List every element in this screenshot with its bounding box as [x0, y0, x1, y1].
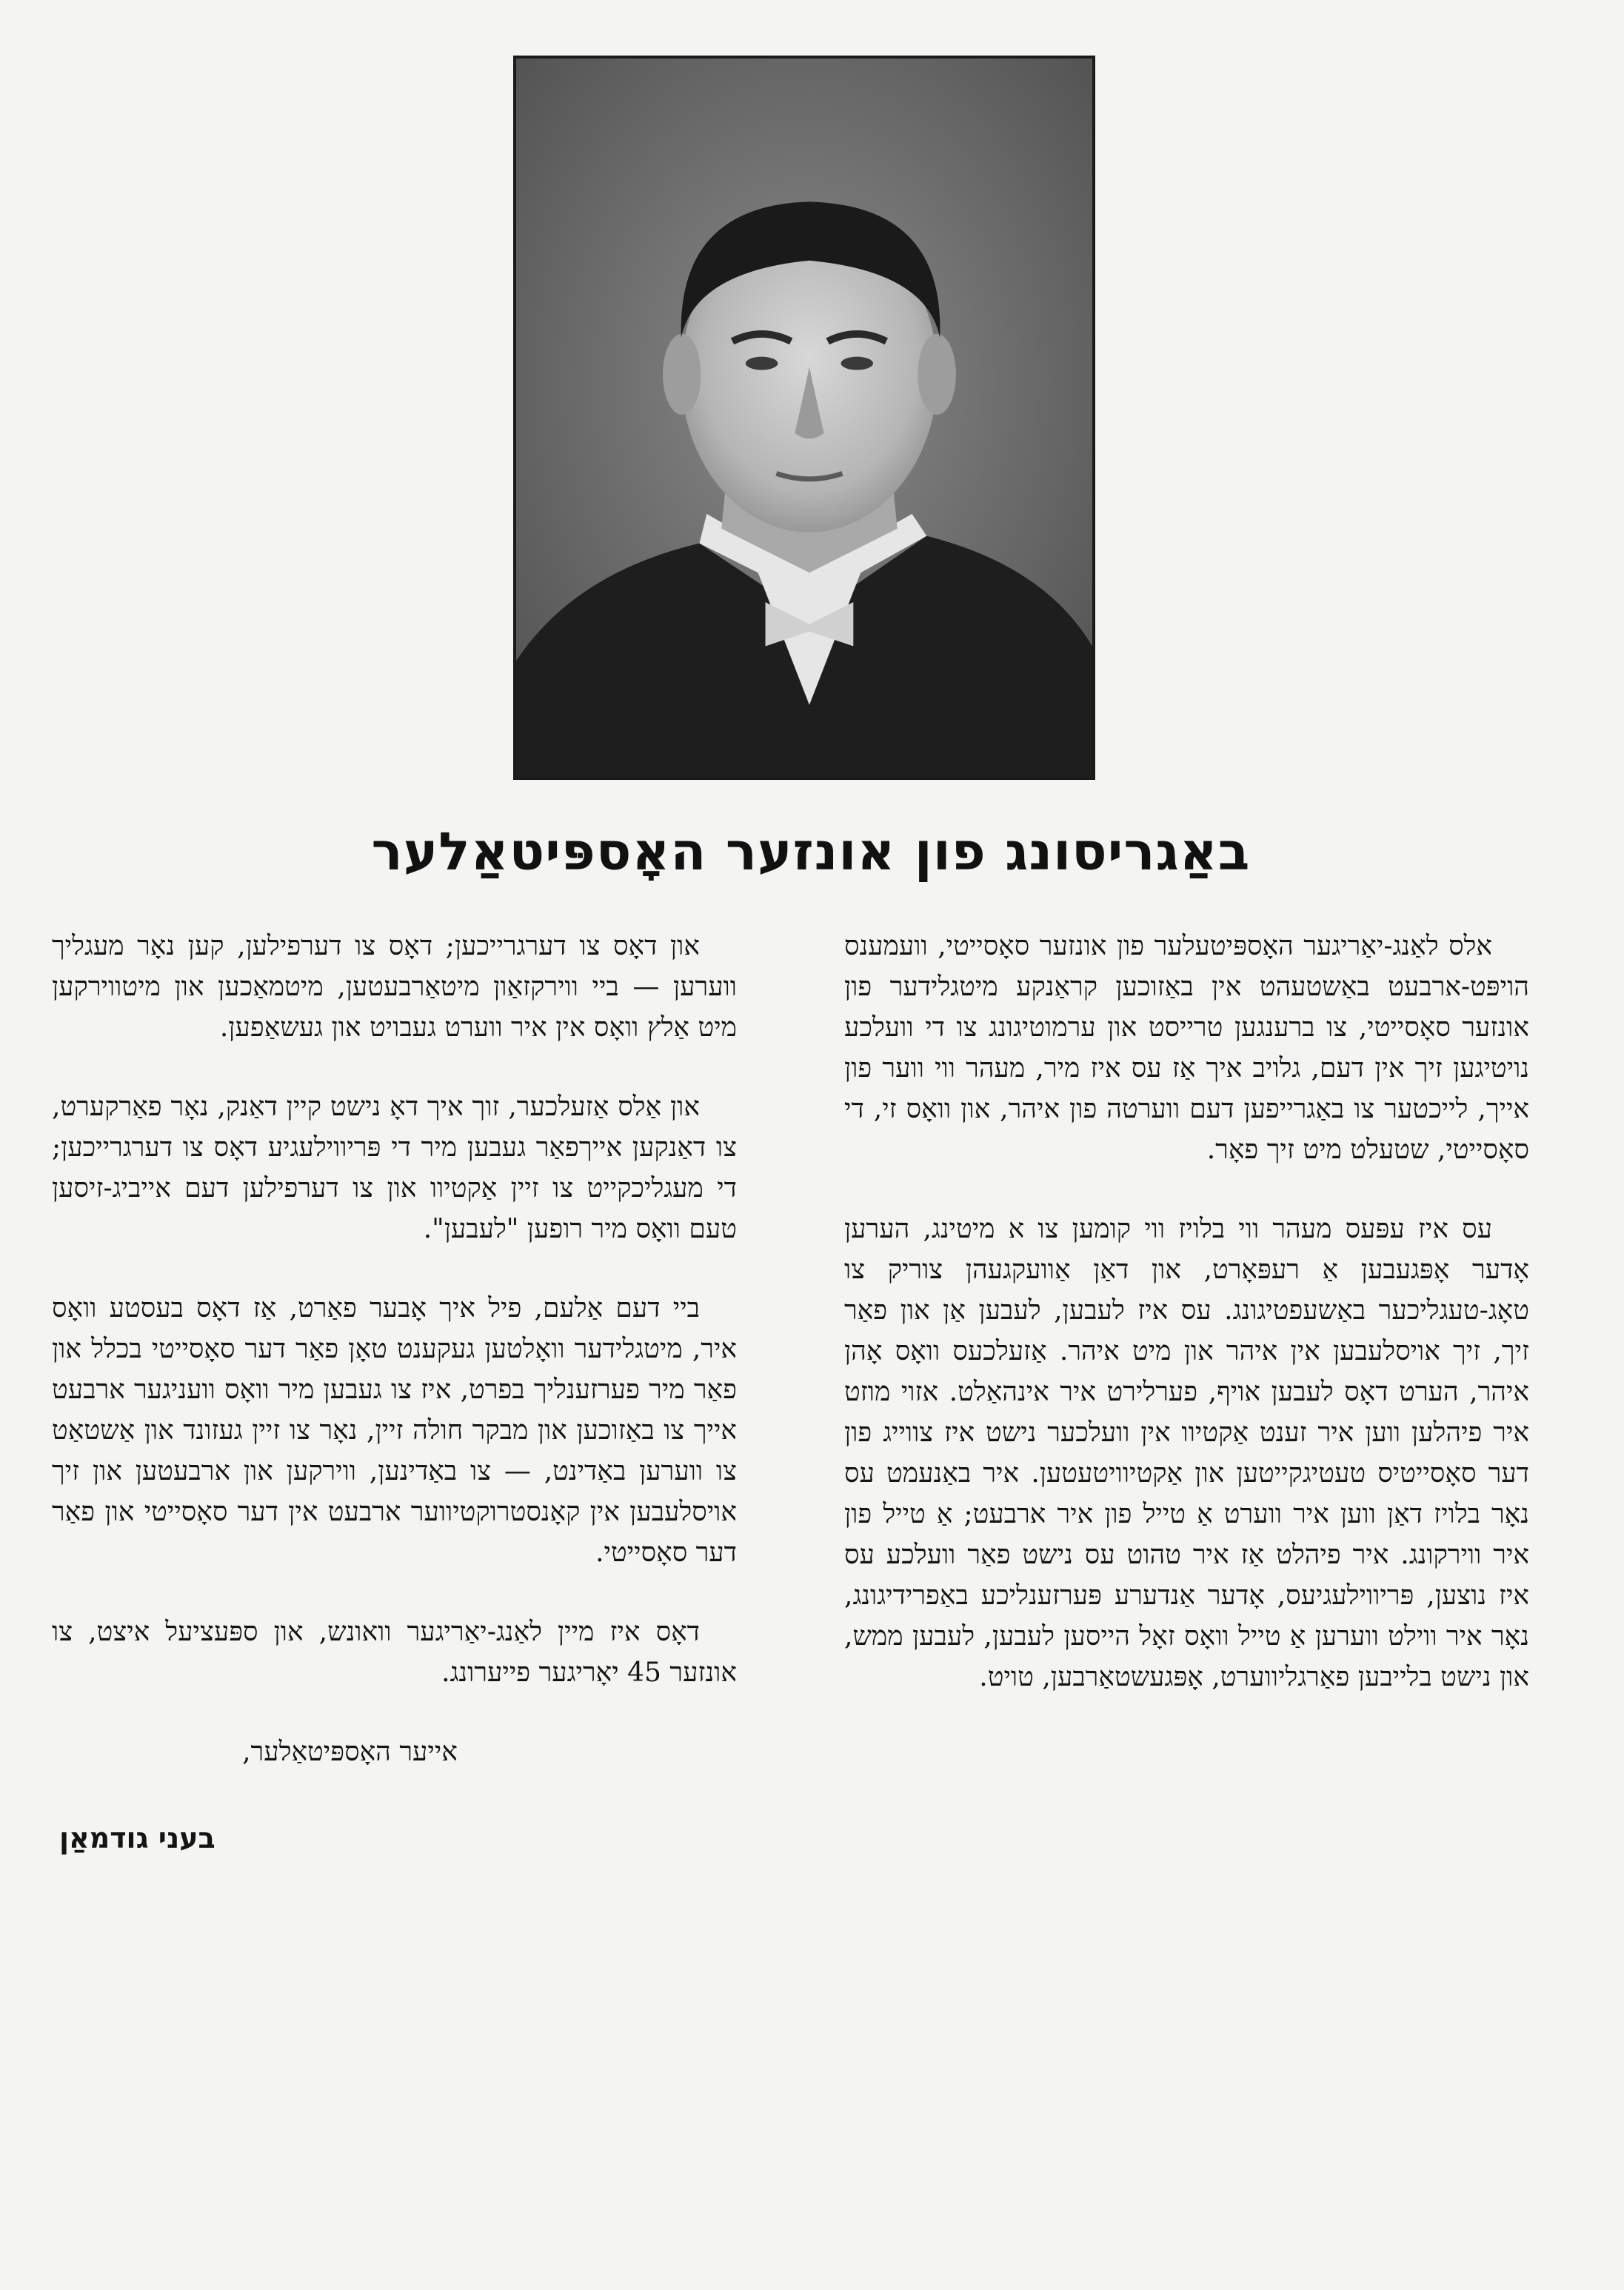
portrait-photo: [513, 56, 1095, 780]
paragraph: און אַלס אַזעלכער, זוך איך דאָ נישט קיין דאַנק, נאָר פאַרקערט, צו דאַנקען אייךפאַר געבען מיר די פּריווילעגיע דאָס צו דערגרייכען; די מעגליכקייט צו זיין אַקטיוו און צו דערפילען דעם אייביג-זיסען טעם וואָס מיר רופען "לעבען".: [52, 1092, 737, 1244]
paragraph: ביי דעם אַלעם, פיל איך אָבער פאַרט, אַז דאָס בעסטע וואָס איר, מיטגלידער וואָלטען געקענט טאָן פאַר דער סאָסייטי בכלל און פאַר מיר פערזענליך בפרט, איז צו געבען מיר וואָס וועניגער ארבעט אייך צו באַזוכען און מבקר חולה זיין, נאָר צו זיין געזונד און אַשטאַט צו ווערען באַדינט, — צו באַדינען, ווירקען און ארבעטען און זיך אויסלעבען אין קאָנסטרוקטיווער ארבעט אין דער סאָסייטי און פאַר דער סאָסייטי.: [52, 1293, 737, 1568]
paragraph: עס איז עפּעס מעהר ווי בלויז ווי קומען צו א מיטינג, הערען אָדער אָפּגעבען אַ רעפּאָרט, און דאַן אַוועקגעהן צוריק צו טאָג-טעגליכער באַשעפטיגונג. עס איז לעבען, לעבען אַן און פאַר זיך, זיך אויסלעבען אין איהר און מיט איהר. אַזעלכעס וואָס אָהן איהר, הערט דאָס לעבען אויף, פערלירט איר אינהאַלט. אזוי מוזט איר פיהלען ווען איר זענט אַקטיוו אין וועלכער נישט איז צווייג פון דער סאָסייטיס טעטיגקייטען און אַקטיוויטעטען. איר באַנעמט עס נאָר בלויז דאַן ווען איר ווערט אַ טייל פון איר ארבעט; אַ טייל פון איר ווירקונג. איר פיהלט אַז איר טהוט עס נישט פאַר וועלכע עס איז נוצען, פּריווילעגיעס, אָדער אַנדערע פּערזענליכע באַפרידיגונג, נאָר איר ווילט ווערען אַ טייל וואָס זאָל הייסען לעבען, לעבען ממש, און נישט בלייבען פאַרגליווערט, אָפּגעשטאַרבען, טויט.: [844, 1214, 1530, 1692]
paragraph: אלס לאַנג-יאַריגער האָספּיטעלער פון אונזער סאָסייטי, וועמענס הויפּט-ארבעט באַשטעהט אין באַזוכען קראַנקע מיטגלידער פון אונזער סאָסייטי, צו ברענגען טרייסט און ערמוטיגונג צו די וועלכע נויטיגען זיך אין דעם, גלויב איך אַז עס איז מיר, מעהר ווי ווער פון אייך, לייכטער צו באַגרייפען דעם ווערטה פון איהר, און וואָס זי, די סאָסייטי, שטעלט מיט זיך פאָר.: [844, 931, 1529, 1165]
closing-salutation: אייער האָספּיטאַלער,: [242, 1737, 458, 1767]
portrait-photo-icon: [516, 59, 1092, 777]
headline: באַגריסונג פון אונזער האָספּיטאַלער: [371, 821, 1251, 882]
left-column: [52, 926, 737, 1860]
signature-wrap: [52, 1818, 737, 1860]
signature: בעני גודמאַן: [59, 1822, 215, 1855]
paragraph: און דאָס צו דערגרייכען; דאָס צו דערפילען, קען נאָר מעגליך ווערען — ביי ווירקזאַון מיטאַרבעטען, מיטמאַכען און מיטווירקען מיט אַלץ וואָס אין איר ווערט געבויט און געשאַפען.: [52, 931, 737, 1043]
paragraph: דאָס איז מיין לאַנג-יאַריגער וואונש, און ספּעציעל איצט, צו אונזער 45 יאָריגער פייערונג.: [52, 1617, 737, 1688]
right-column: [844, 926, 1529, 1736]
